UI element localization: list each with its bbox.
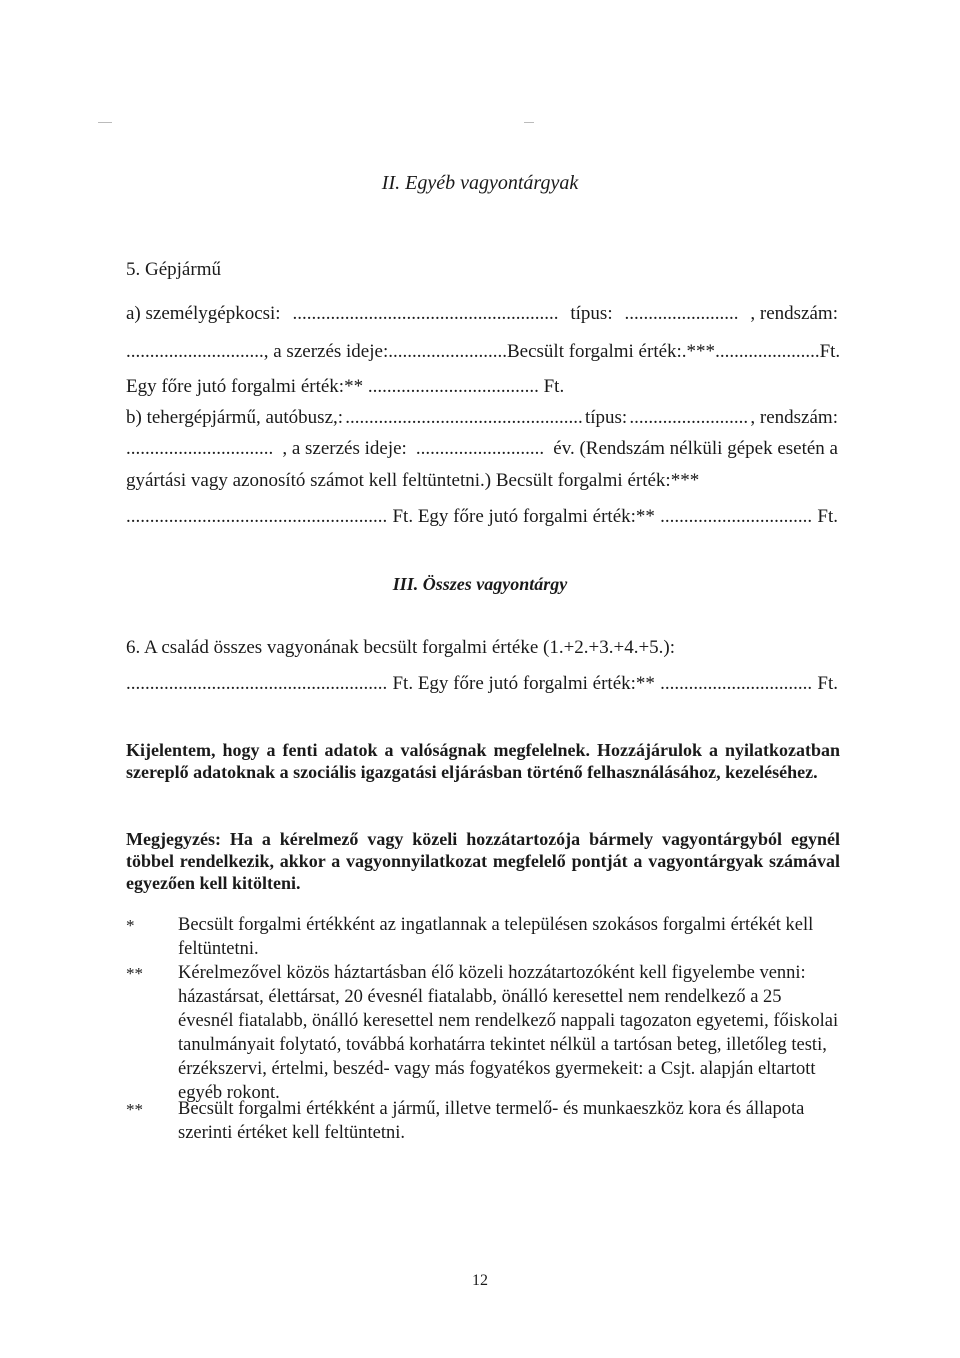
- car-label: a) személygépkocsi:: [126, 303, 281, 324]
- truck-type-field[interactable]: .........................: [629, 407, 749, 428]
- total-value-field[interactable]: .......................................................: [126, 673, 388, 694]
- car-value-label: Becsült forgalmi érték:.***: [506, 341, 716, 362]
- car-line-3: [126, 376, 564, 398]
- car-type-label: típus:: [570, 303, 613, 324]
- car-plate-label: , rendszám:: [750, 303, 838, 324]
- total-per-capita-field[interactable]: ................................: [660, 673, 813, 694]
- truck-acquired-field[interactable]: ...........................: [415, 438, 545, 459]
- truck-plate-field[interactable]: ...............................: [126, 438, 274, 459]
- truck-line-3: gyártási vagy azonosító számot kell feltüntetni.) Becsült forgalmi érték:***: [126, 470, 700, 491]
- car-line-1: [126, 303, 838, 325]
- car-acquired-label: , a szerzés ideje:: [263, 341, 389, 362]
- item-5-heading: 5. Gépjármű: [126, 259, 221, 280]
- section-title-total-assets: III. Összes vagyontárgy: [392, 574, 568, 594]
- car-plate-field[interactable]: .............................: [126, 341, 264, 362]
- car-value-field[interactable]: ......................: [715, 341, 820, 362]
- truck-per-capita-label: Ft. Egy főre jutó forgalmi érték:**: [392, 506, 655, 527]
- truck-type-label: típus:: [584, 407, 628, 428]
- footnote-text: Becsült forgalmi értékként az ingatlannak a településen szokásos forgalmi értékét kell feltüntetni.: [178, 915, 814, 959]
- car-make-field[interactable]: ........................................................: [292, 303, 559, 324]
- item-6-heading: 6. A család összes vagyonának becsült forgalmi értéke (1.+2.+3.+4.+5.):: [126, 637, 676, 658]
- truck-make-field[interactable]: ..................................................: [345, 407, 583, 428]
- total-line: [126, 673, 838, 695]
- truck-line-2: [126, 438, 838, 460]
- truck-plate-label: , rendszám:: [750, 407, 838, 428]
- scan-mark: [524, 122, 534, 123]
- car-acquired-field[interactable]: .........................: [388, 341, 507, 362]
- scan-mark: [98, 122, 112, 123]
- truck-per-capita-currency: Ft.: [817, 506, 838, 527]
- footnote-text: Becsült forgalmi értékként a jármű, illetve termelő- és munkaeszköz kora és állapota szerinti értéket kell feltüntetni.: [178, 1099, 805, 1143]
- car-type-field[interactable]: ........................: [624, 303, 739, 324]
- truck-line-1: [126, 407, 838, 429]
- car-per-capita-currency: Ft.: [538, 376, 565, 397]
- footnote-mark: **: [126, 1100, 143, 1119]
- car-per-capita-field[interactable]: ....................................: [367, 376, 539, 397]
- car-value-currency: Ft.: [819, 341, 841, 362]
- page-number: 12: [472, 1272, 488, 1289]
- footnote-mark: *: [126, 916, 135, 935]
- total-per-capita-currency: Ft.: [817, 673, 838, 694]
- car-line-2: [126, 341, 841, 363]
- truck-acquired-label: , a szerzés ideje:: [282, 438, 407, 459]
- declaration-paragraph: Kijelentem, hogy a fenti adatok a valóságnak megfelelnek. Hozzájárulok a nyilatkozatban szereplő adatoknak a szociális igazgatási eljárásban történő felhasználásához, kezeléséhez.: [126, 740, 840, 782]
- truck-value-field[interactable]: .......................................................: [126, 506, 388, 527]
- total-per-capita-label: Ft. Egy főre jutó forgalmi érték:**: [392, 673, 655, 694]
- section-title-other-assets: II. Egyéb vagyontárgyak: [381, 172, 579, 194]
- truck-line-4: [126, 506, 838, 528]
- car-per-capita-label: Egy főre jutó forgalmi érték:**: [126, 376, 368, 397]
- truck-note-text: év. (Rendszám nélküli gépek esetén a: [553, 438, 838, 459]
- truck-label: b) tehergépjármű, autóbusz,:: [126, 407, 344, 428]
- truck-per-capita-field[interactable]: ................................: [660, 506, 813, 527]
- note-paragraph: Megjegyzés: Ha a kérelmező vagy közeli hozzátartozója bármely vagyontárgyból egynél többel rendelkezik, akkor a vagyonnyilatkozat megfelelő pontját a vagyontárgyak számával egyezően kell kitölteni.: [126, 829, 840, 893]
- footnote-text: Kérelmezővel közös háztartásban élő közeli hozzátartozóként kell figyelembe venni: házastársat, élettársat, 20 évesnél fiatalabb, önálló keresettel nem rendelkező a 25 évesnél fiatalabb, önálló keresettel nem rendelkező nappali tagozaton egyetemi, főiskolai tanulmányait folytató, továbbá korhatárra tekintet nélkül a tartósan beteg, illetőleg testi, érzékszervi, értelmi, beszéd- vagy más fogyatékos gyermekeit: a Csjt. alapján eltartott egyéb rokont.: [178, 963, 839, 1103]
- footnote-mark: **: [126, 964, 143, 983]
